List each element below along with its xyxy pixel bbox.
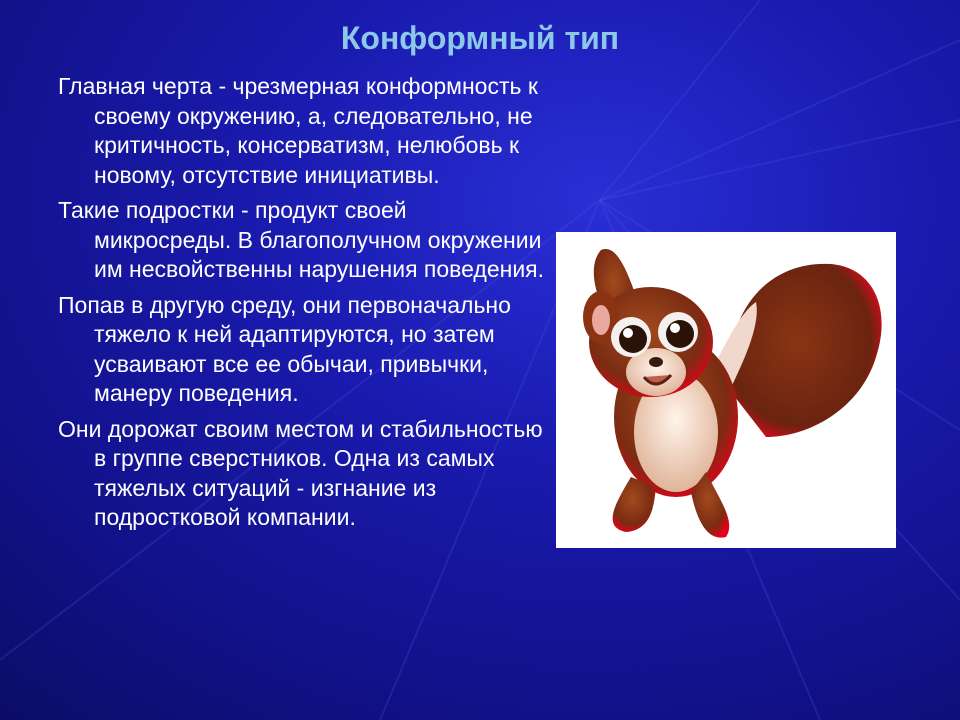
- lemur-picture: [556, 232, 896, 548]
- paragraph-adaptation: Попав в другую среду, они первоначально тяжело к ней адаптируются, но затем усваивают все ее обычаи, привычки, манеру поведения.: [58, 291, 511, 406]
- slide-title: Конформный тип: [340, 20, 620, 56]
- paragraph-main-trait: Главная черта - чрезмерная конформность к своему окружению, а, следовательно, не критичность, консерватизм, нелюбовь к новому, отсутствие инициативы.: [58, 73, 538, 188]
- paragraph-group-value: Они дорожат своим местом и стабильностью в группе сверстников. Одна из самых тяжелых ситуаций - изгнание из подростковой компании.: [58, 415, 543, 530]
- paragraph-microenvironment: Такие подростки - продукт своей микросреды. В благополучном окружении им несвойственны нарушения поведения.: [58, 197, 545, 282]
- slide-body: [58, 72, 548, 539]
- cartoon-lemur-illustration: [556, 232, 896, 548]
